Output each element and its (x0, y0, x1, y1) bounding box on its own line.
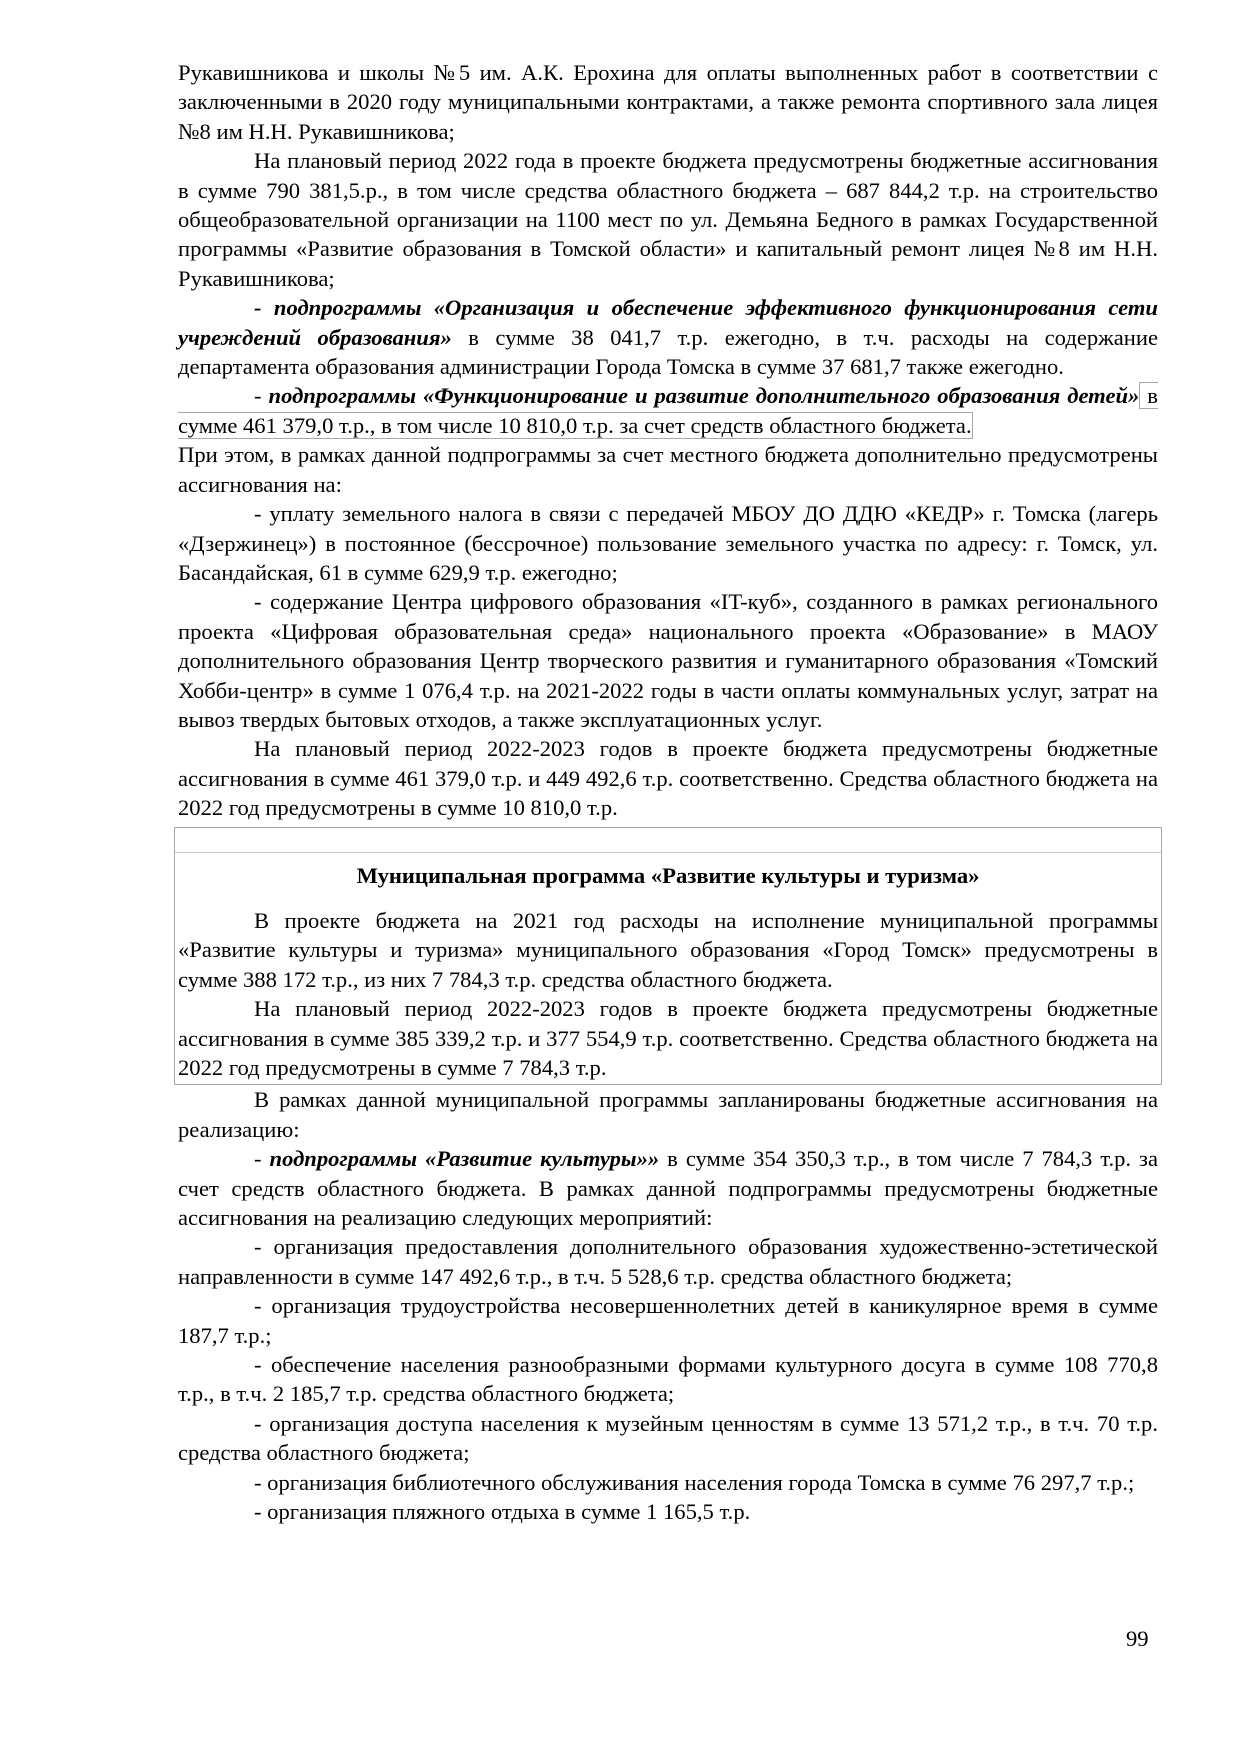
page-number: 99 (1126, 1626, 1149, 1651)
paragraph-culture-allocations: В рамках данной муниципальной программы запланированы бюджетные ассигнования на реализацию: (178, 1087, 1158, 1142)
dash: - (254, 383, 269, 409)
section-divider (175, 828, 1161, 853)
section-heading: Муниципальная программа «Развитие культуры и туризма» (356, 862, 980, 888)
list-item-art-education: - организация предоставления дополнительного образования художественно-эстетической направленности в сумме 147 492,6 т.р., в т.ч. 5 528,6 т.р. средства областного бюджета; (178, 1234, 1158, 1289)
list-item-museums: - организация доступа населения к музейным ценностям в сумме 13 571,2 т.р., в т.ч. 70 т.р. средства областного бюджета; (178, 1410, 1158, 1466)
subprogram-title: - подпрограммы «Организация и обеспечение эффективного функционирования сети учреждений образования» (178, 295, 1158, 350)
subprogram-title: подпрограммы «Развитие культуры»» (269, 1146, 660, 1172)
subprogram-title: подпрограммы «Функционирование и развитие дополнительного образования детей» (268, 383, 1140, 409)
paragraph-planning-2022-2023-education: На плановый период 2022-2023 годов в проекте бюджета предусмотрены бюджетные ассигнования в сумме 461 379,0 т.р. и 449 492,6 т.р. соответственно. Средства областного бюджета на 2022 год предусмотрены в сумме 10 810,0 т.р. (178, 736, 1158, 821)
paragraph-culture-planning: На плановый период 2022-2023 годов в проекте бюджета предусмотрены бюджетные ассигнования в сумме 385 339,2 т.р. и 377 554,9 т.р. соответственно. Средства областного бюджета на 2022 год предусмотрены в сумме 7 784,3 т.р. (178, 996, 1158, 1080)
dash: - (254, 1146, 270, 1172)
paragraph-culture-2021: В проекте бюджета на 2021 год расходы на исполнение муниципальной программы «Развитие культуры и туризма» муниципального образования «Город Томск» предусмотрены в сумме 388 172 т.р., из них 7 784,3 т.р. средства областного бюджета. (178, 907, 1158, 992)
list-item-youth-employment: - организация трудоустройства несовершеннолетних детей в каникулярное время в сумме 187,7 т.р.; (178, 1293, 1158, 1348)
paragraph-continuation: Рукавишникова и школы №5 им. А.К. Ерохина для оплаты выполненных работ в соответствии с заключенными в 2020 году муниципальными контрактами, а также ремонта спортивного зала лицея №8 им Н.Н. Рукавишникова; (178, 60, 1158, 144)
subprogram-amount-text: в сумме 461 379,0 т.р., в том числе 10 810,0 т.р. за счет средств областного бюджета. (178, 383, 1158, 438)
list-item-land-tax: - уплату земельного налога в связи с передачей МБОУ ДО ДДЮ «КЕДР» г. Томска (лагерь «Дзержинец») в постоянное (бессрочное) пользование земельного участка по адресу: г. Томск, ул. Басандайская, 61 в сумме 629,9 т.р. ежегодно; (178, 501, 1158, 585)
paragraph-planning-2022-education: На плановый период 2022 года в проекте бюджета предусмотрены бюджетные ассигнования в сумме 790 381,5.р., в том числе средства областного бюджета – 687 844,2 т.р. на строительство общеобразовательной организации на 1100 мест по ул. Демьяна Бедного в рамках Государственной программы «Развитие образования в Томской области» и капитальный ремонт лицея №8 им Н.Н. Рукавишникова; (178, 148, 1158, 291)
paragraph-subprogram-culture (178, 1144, 1158, 1232)
paragraph-subprogram-additional-education (178, 381, 1158, 440)
paragraph-subprogram-network (178, 293, 1158, 381)
subprogram-text: в сумме 38 041,7 т.р. ежегодно, в т.ч. расходы на содержание департамента образования администрации Города Томска в сумме 37 681,7 также ежегодно. (178, 324, 1158, 380)
subprogram-text: в сумме 354 350,3 т.р., в том числе 7 784,3 т.р. за счет средств областного бюджета. В рамках данной подпрограммы предусмотрены бюджетные ассигнования на реализацию следующих мероприятий: (178, 1146, 1158, 1231)
list-item-leisure: - обеспечение населения разнообразными формами культурного досуга в сумме 108 770,8 т.р., в т.ч. 2 185,7 т.р. средства областного бюджета; (178, 1352, 1158, 1407)
list-item-it-cube: - содержание Центра цифрового образования «IT-куб», созданного в рамках регионального проекта «Цифровая образовательная среда» национального проекта «Образование» в МАОУ дополнительного образования Центр творческого развития и гуманитарного образования «Томский Хобби-центр» в сумме 1 076,4 т.р. на 2021-2022 годы в части оплаты коммунальных услуг, затрат на вывоз твердых бытовых отходов, а также эксплуатационных услуг. (178, 589, 1158, 732)
paragraph-additional-allocations: При этом, в рамках данной подпрограммы за счет местного бюджета дополнительно предусмотрены ассигнования на: (178, 442, 1158, 497)
list-item-beach: - организация пляжного отдыха в сумме 1 165,5 т.р. (254, 1499, 751, 1525)
list-item-libraries: - организация библиотечного обслуживания населения города Томска в сумме 76 297,7 т.р.; (254, 1469, 1135, 1495)
document-page (178, 58, 1158, 1527)
culture-program-section (174, 827, 1162, 1086)
